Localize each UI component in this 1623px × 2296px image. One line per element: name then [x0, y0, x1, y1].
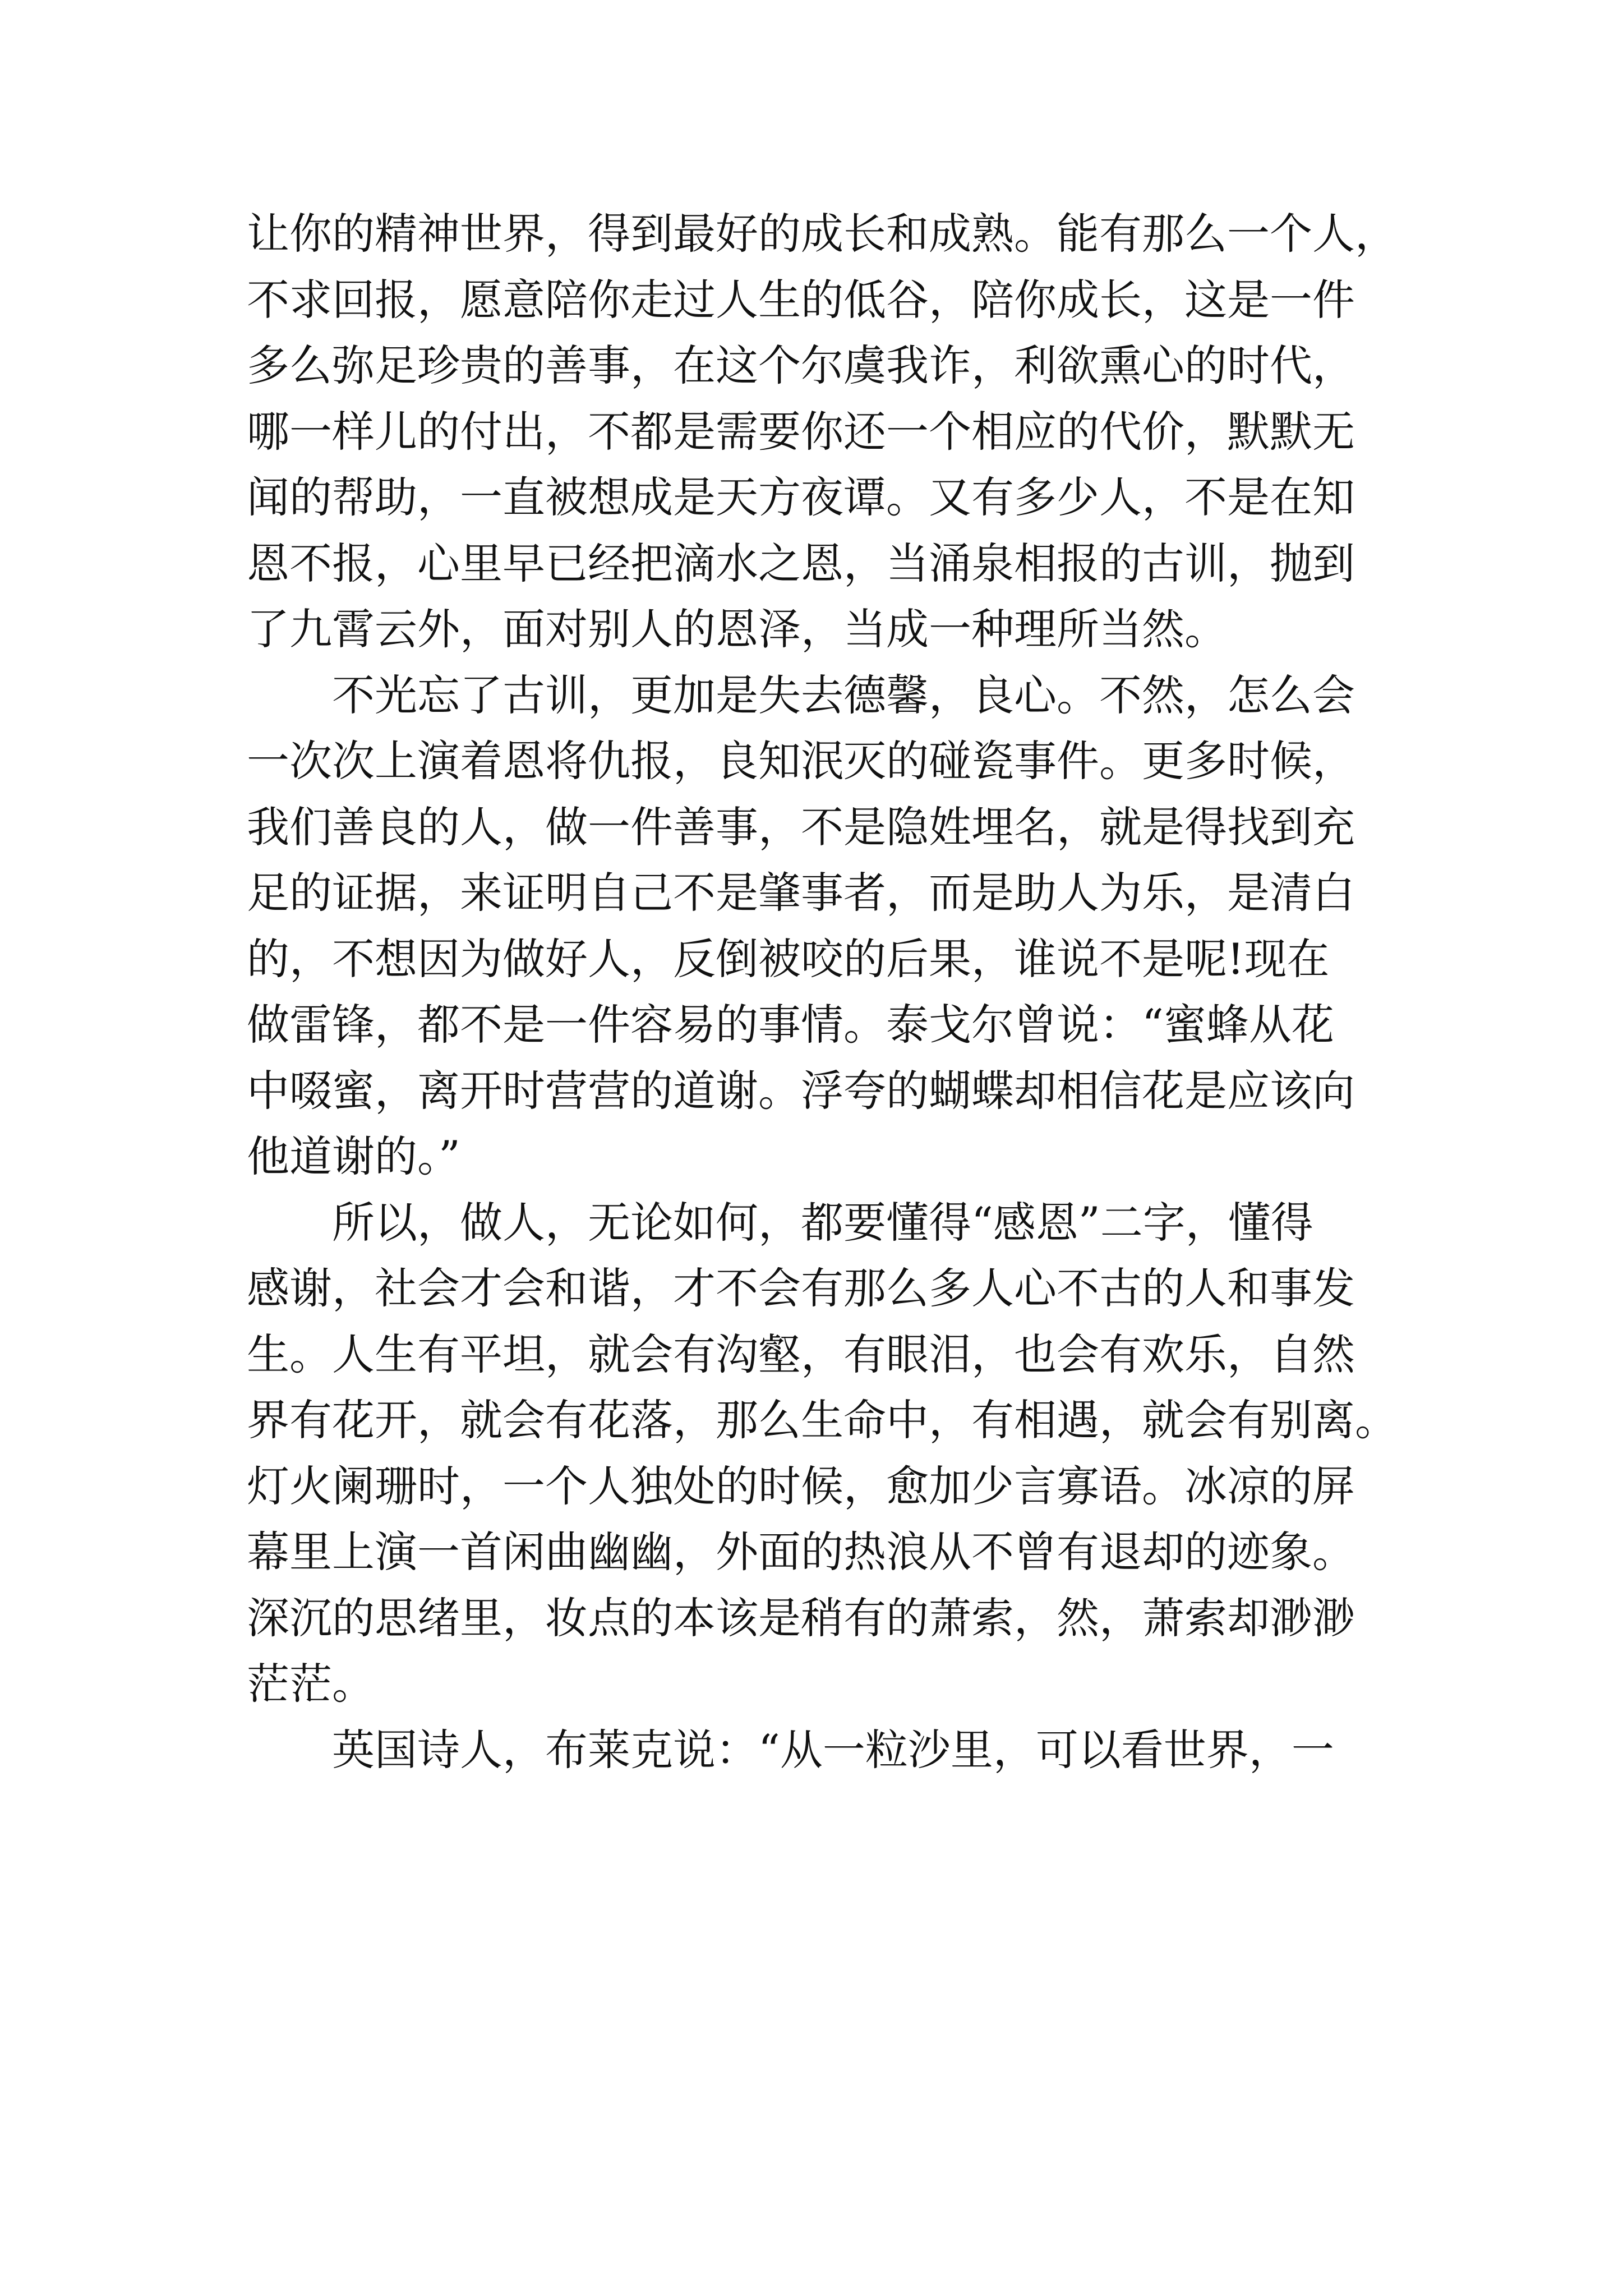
- text-line: 恩不报，心里早已经把滴水之恩，当涌泉相报的古训，抛到: [247, 538, 1355, 588]
- text-line: 灯火阑珊时，一个人独处的时候，愈加少言寡语。冰凉的屏: [247, 1461, 1355, 1511]
- text-line: 感谢，社会才会和谐，才不会有那么多人心不古的人和事发: [247, 1263, 1355, 1313]
- text-line: 闻的帮助，一直被想成是天方夜谭。又有多少人，不是在知: [247, 472, 1355, 522]
- text-line: 茫茫。: [247, 1659, 375, 1709]
- text-line: 多么弥足珍贵的善事，在这个尔虞我诈，利欲熏心的时代，: [247, 341, 1355, 390]
- text-line: 了九霄云外，面对别人的恩泽，当成一种理所当然。: [247, 604, 1227, 654]
- text-line: 深沉的思绪里，妆点的本该是稍有的萧索，然，萧索却渺渺: [247, 1593, 1355, 1643]
- paragraph-start-line: 所以，做人，无论如何，都要懂得“感恩”二字，懂得: [332, 1197, 1313, 1248]
- text-line: 我们善良的人，做一件善事，不是隐姓埋名，就是得找到充: [247, 802, 1355, 852]
- text-line: 哪一样儿的付出，不都是需要你还一个相应的代价，默默无: [247, 406, 1355, 457]
- text-line: 的，不想因为做好人，反倒被咬的后果，谁说不是呢!现在: [247, 933, 1330, 984]
- text-line: 他道谢的。”: [247, 1131, 460, 1181]
- text-line: 中啜蜜，离开时营营的道谢。浮夸的蝴蝶却相信花是应该向: [247, 1065, 1355, 1116]
- text-line: 让你的精神世界，得到最好的成长和成熟。能有那么一个人，: [247, 209, 1398, 259]
- text-line: 界有花开，就会有花落，那么生命中，有相遇，就会有别离。: [247, 1395, 1398, 1445]
- text-line: 生。人生有平坦，就会有沟壑，有眼泪，也会有欢乐，自然: [247, 1329, 1355, 1379]
- text-line: 做雷锋，都不是一件容易的事情。泰戈尔曾说：“蜜蜂从花: [247, 1000, 1334, 1050]
- text-line: 一次次上演着恩将仇报，良知泯灭的碰瓷事件。更多时候，: [247, 736, 1355, 786]
- paragraph-start-line: 英国诗人，布莱克说：“从一粒沙里，可以看世界，一: [332, 1724, 1334, 1775]
- paragraph-start-line: 不光忘了古训，更加是失去德馨，良心。不然，怎么会: [332, 670, 1355, 720]
- text-line: 足的证据，来证明自己不是肇事者，而是助人为乐，是清白: [247, 868, 1355, 918]
- text-line: 幕里上演一首闲曲幽幽，外面的热浪从不曾有退却的迹象。: [247, 1527, 1355, 1577]
- text-line: 不求回报，愿意陪你走过人生的低谷，陪你成长，这是一件: [247, 274, 1355, 325]
